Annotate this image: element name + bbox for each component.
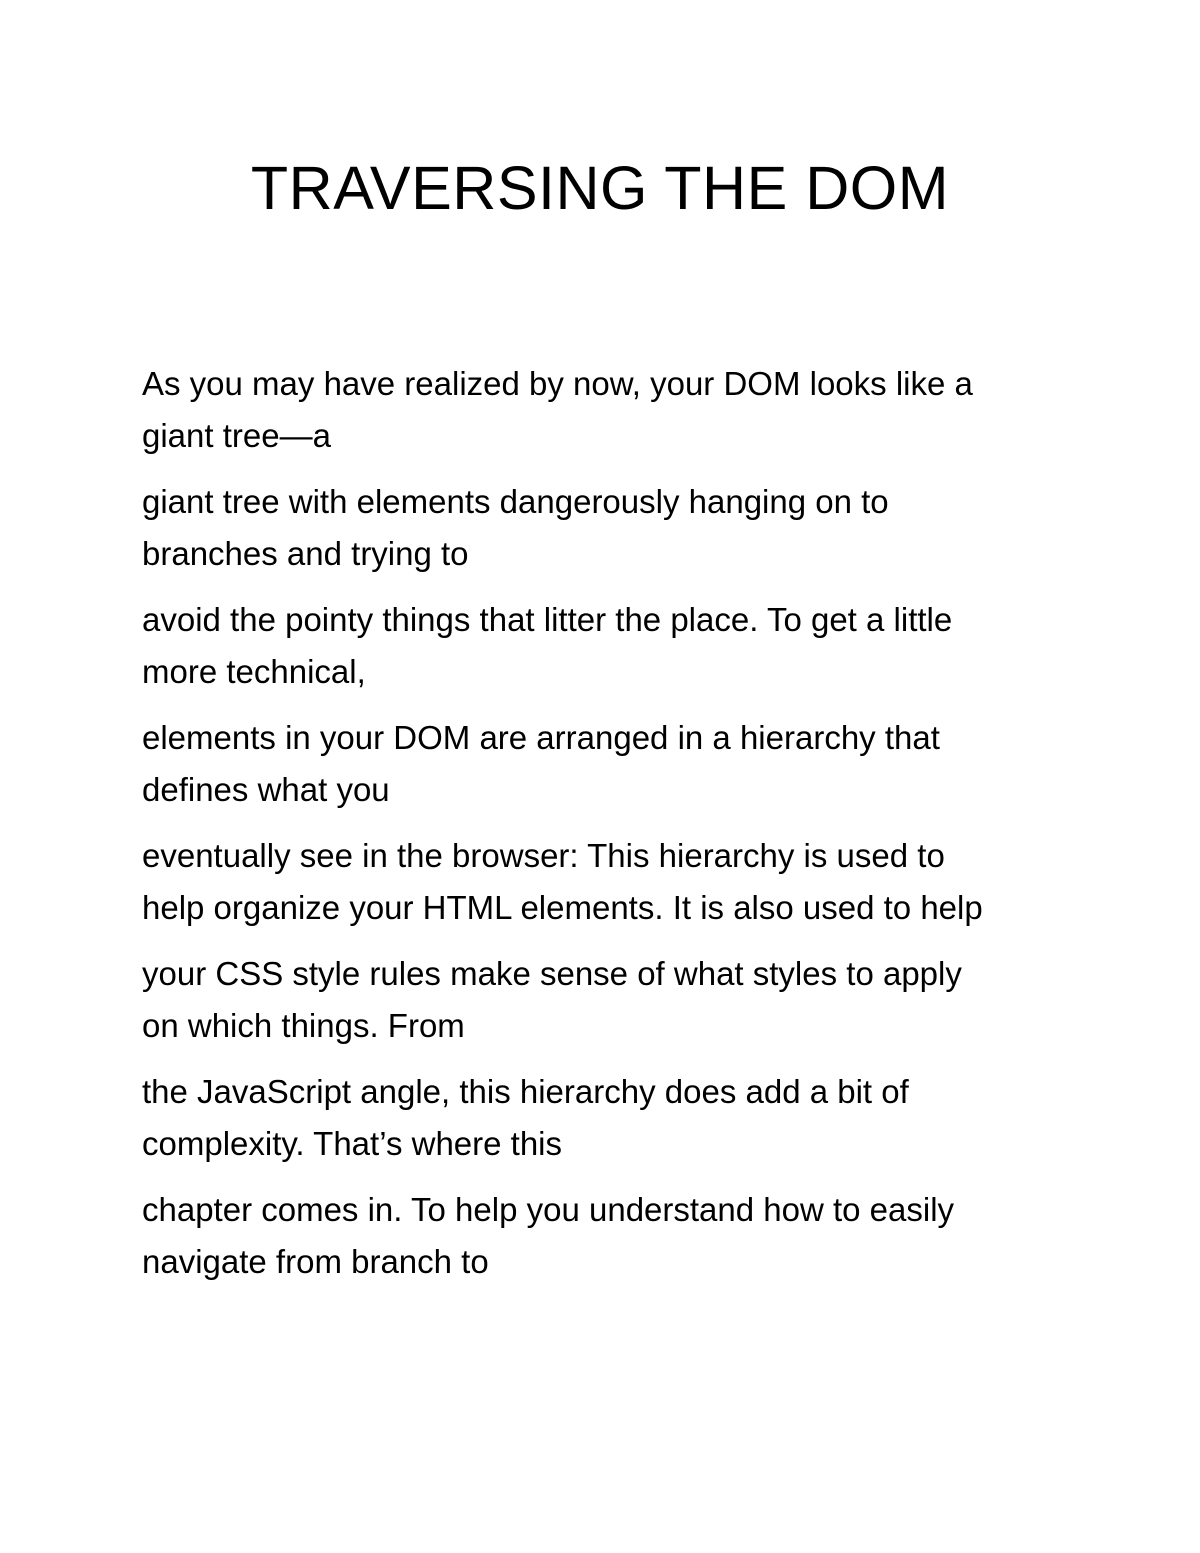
paragraph (142, 1184, 1062, 1288)
text-line: more technical, (142, 653, 366, 690)
text-line: chapter comes in. To help you understand how to easily (142, 1191, 955, 1228)
text-line: help organize your HTML elements. It is also used to help (142, 889, 983, 926)
text-line: on which things. From (142, 1007, 465, 1044)
paragraph (142, 948, 1062, 1052)
paragraph (142, 830, 1062, 934)
paragraph (142, 712, 1062, 816)
text-line: your CSS style rules make sense of what styles to apply (142, 955, 962, 992)
text-line: As you may have realized by now, your DOM looks like a (142, 365, 973, 402)
text-line: complexity. That’s where this (142, 1125, 563, 1162)
paragraph (142, 1066, 1062, 1170)
paragraph (142, 476, 1062, 580)
text-line: giant tree with elements dangerously hanging on to (142, 483, 889, 520)
text-line: navigate from branch to (142, 1243, 489, 1280)
text-line: avoid the pointy things that litter the place. To get a little (142, 601, 953, 638)
paragraph (142, 594, 1062, 698)
text-line: defines what you (142, 771, 390, 808)
text-line: branches and trying to (142, 535, 469, 572)
text-line: giant tree—a (142, 417, 331, 454)
page-title: TRAVERSING THE DOM (250, 154, 950, 222)
paragraph (142, 358, 1062, 462)
text-line: elements in your DOM are arranged in a hierarchy that (142, 719, 940, 756)
body-text (142, 358, 1062, 1302)
text-line: eventually see in the browser: This hierarchy is used to (142, 837, 945, 874)
text-line: the JavaScript angle, this hierarchy does add a bit of (142, 1073, 909, 1110)
